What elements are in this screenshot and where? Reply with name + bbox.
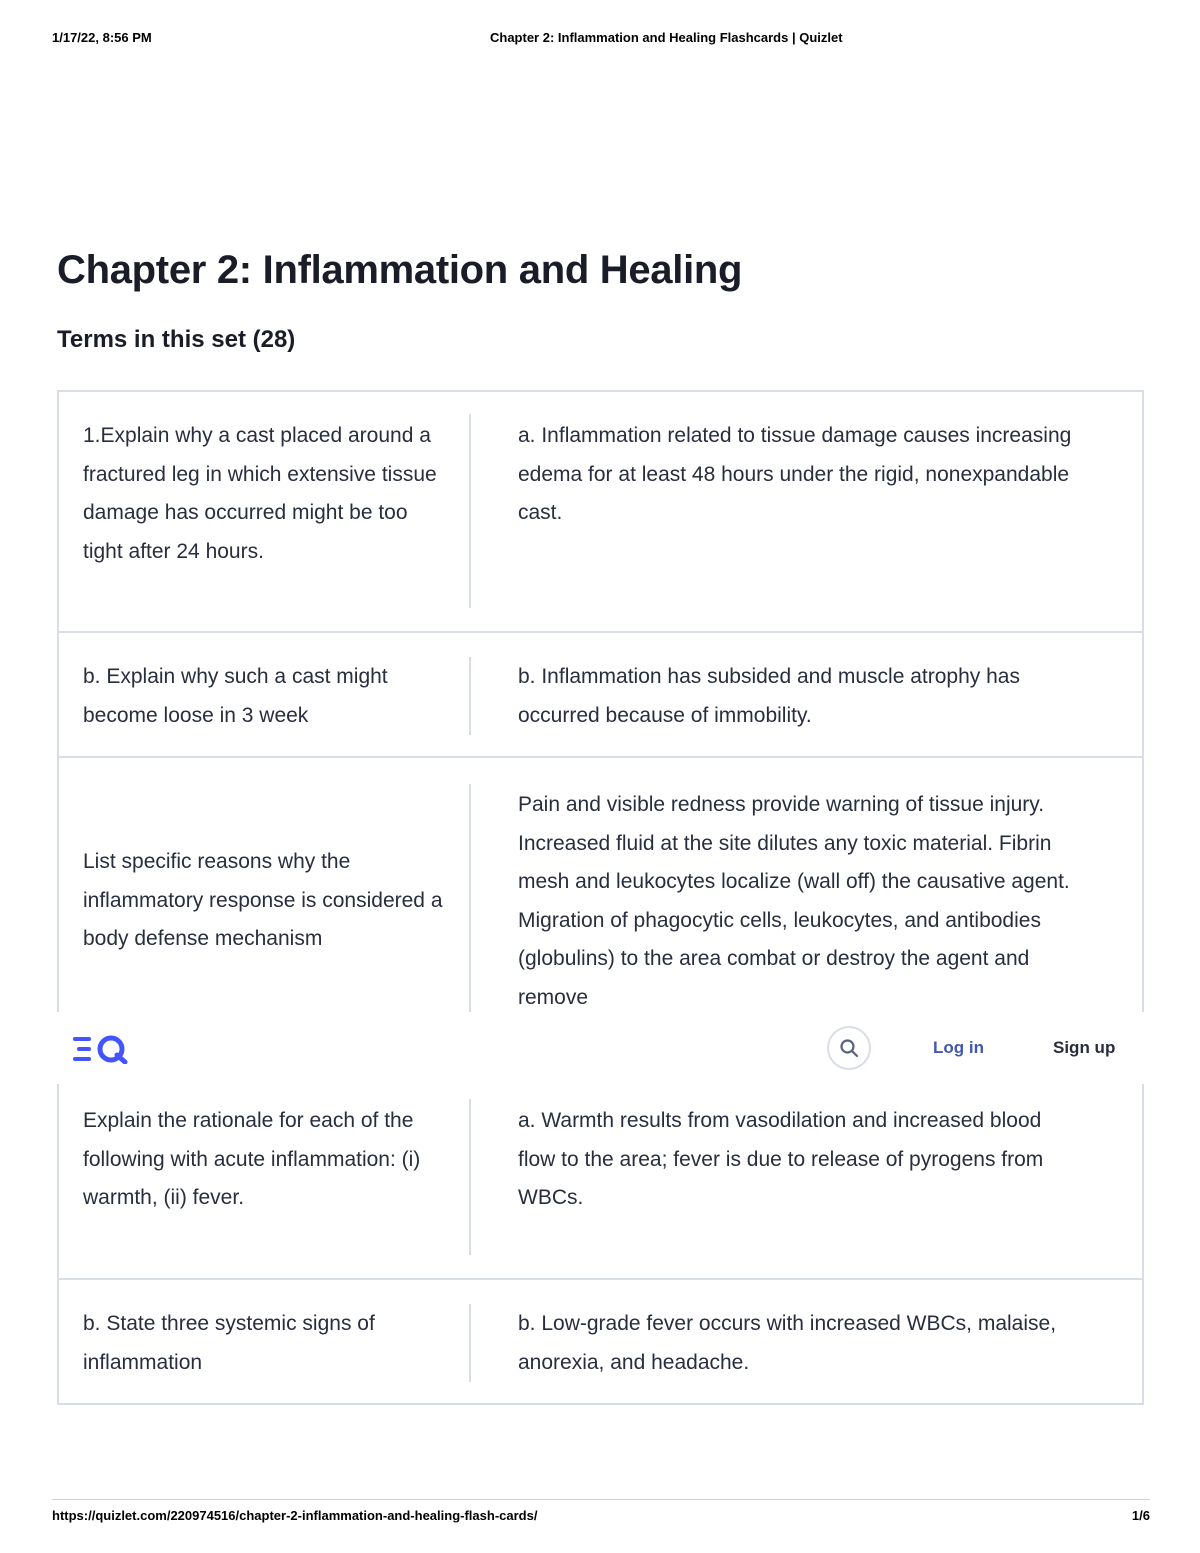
page-title: Chapter 2: Inflammation and Healing [57,248,743,292]
card-definition: a. Warmth results from vasodilation and increased blood flow to the area; fever is due to release of pyrogens from WBCs. [518,1109,1044,1209]
flashcard-row [57,390,1144,633]
print-doc-title: Chapter 2: Inflammation and Healing Flashcards | Quizlet [490,30,843,45]
card-definition: b. Inflammation has subsided and muscle atrophy has occurred because of immobility. [518,665,1020,727]
flashcard-row [57,756,1144,1018]
card-term: b. State three systemic signs of inflammation [83,1312,375,1374]
print-url: https://quizlet.com/220974516/chapter-2-inflammation-and-healing-flash-cards/ [52,1508,538,1523]
print-footer [52,1499,1150,1523]
card-divider [469,657,471,735]
card-divider [469,784,471,1018]
signup-link[interactable]: Sign up [1053,1038,1116,1057]
flashcard-row [57,1084,1144,1280]
card-definition: a. Inflammation related to tissue damage causes increasing edema for at least 48 hours under the rigid, nonexpandable cast. [518,424,1072,524]
quizlet-logo-icon[interactable] [71,1034,131,1064]
login-link[interactable]: Log in [933,1038,984,1057]
card-divider [469,1099,471,1255]
terms-heading: Terms in this set (28) [57,326,296,353]
card-term: Explain the rationale for each of the following with acute inflammation: (i) warmth, (ii) fever. [83,1109,421,1209]
card-definition: b. Low-grade fever occurs with increased WBCs, malaise, anorexia, and headache. [518,1312,1057,1374]
card-divider [469,414,471,608]
flashcard-row [57,631,1144,758]
print-page-number: 1/6 [1131,1508,1150,1523]
card-term: 1.Explain why a cast placed around a fractured leg in which extensive tissue damage has occurred might be too tight after 24 hours. [83,424,437,563]
print-date: 1/17/22, 8:56 PM [52,30,152,45]
search-icon [839,1038,859,1058]
flashcard-row [57,1278,1144,1405]
print-header [52,30,1150,50]
card-definition: Pain and visible redness provide warning of tissue injury. Increased fluid at the site dilutes any toxic material. Fibrin mesh and leukocytes localize (wall off) the causative agent. Migration of phagocytic cells, leukocytes, and antibodies (globulins) to the area combat or destroy the agent and remove [518,793,1070,1009]
card-term: List specific reasons why the inflammatory response is considered a body defense mechanism [83,850,443,950]
site-navbar [57,1012,1144,1085]
card-term: b. Explain why such a cast might become loose in 3 week [83,665,388,727]
card-divider [469,1304,471,1382]
search-button[interactable] [827,1026,871,1070]
